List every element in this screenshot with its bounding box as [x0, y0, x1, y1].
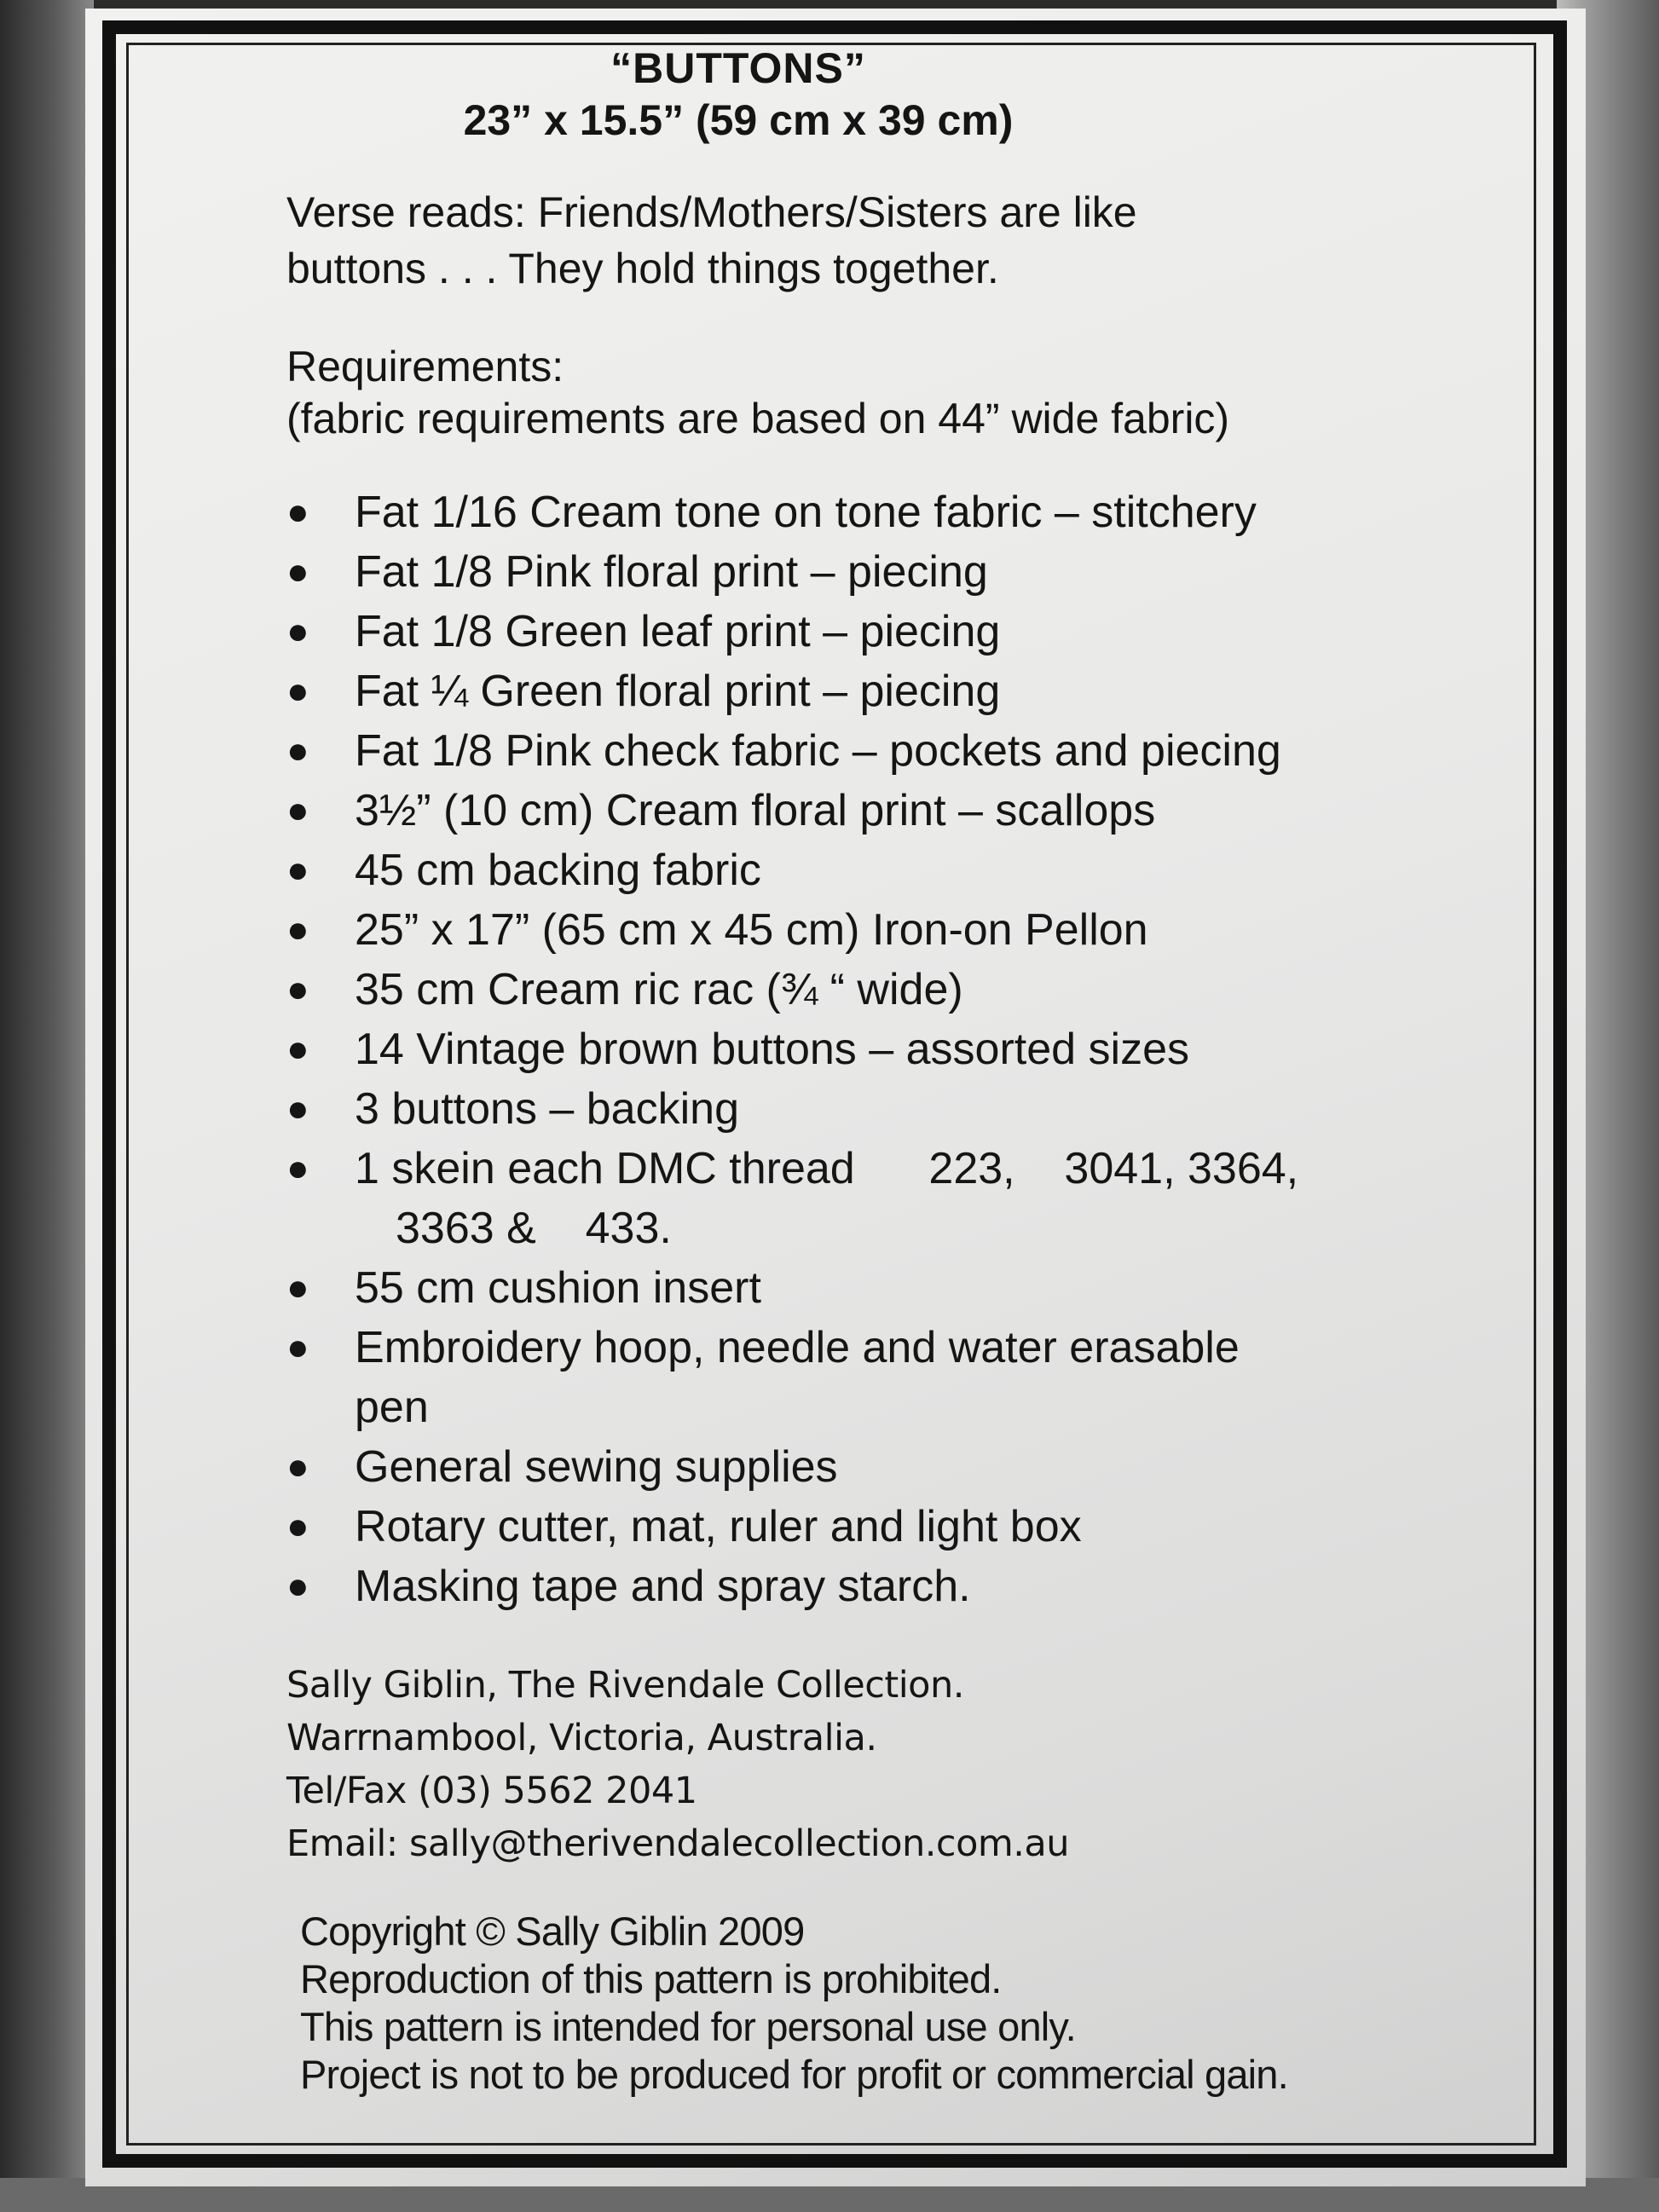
- verse-line-1: Verse reads: Friends/Mothers/Sisters are like: [286, 188, 1137, 236]
- bullet-icon: ●: [286, 909, 309, 950]
- requirement-item: [286, 1079, 1395, 1139]
- requirement-text: Fat 1/16 Cream tone on tone fabric – stitchery: [355, 488, 1257, 537]
- bullet-icon: ●: [286, 1267, 309, 1308]
- contact-phone: Tel/Fax (03) 5562 2041: [286, 1770, 697, 1812]
- requirement-item: [286, 900, 1395, 960]
- copyright-line: Copyright © Sally Giblin 2009: [300, 1909, 805, 1954]
- requirement-item: [286, 1139, 1395, 1258]
- requirements-heading: Requirements:: [286, 343, 564, 390]
- pattern-card: [85, 9, 1586, 2186]
- commercial-line: Project is not to be produced for profit or commercial gain.: [300, 2052, 1288, 2097]
- bullet-icon: ●: [286, 968, 309, 1010]
- requirement-text: 3 buttons – backing: [355, 1084, 739, 1134]
- requirements-list: [286, 482, 1395, 1616]
- photo-background-left: [0, 0, 94, 2212]
- pattern-title: “BUTTONS”: [610, 44, 866, 92]
- requirement-text: Embroidery hoop, needle and water erasable: [355, 1323, 1240, 1372]
- requirement-item: [286, 960, 1395, 1019]
- requirement-text: Fat 1/8 Green leaf print – piecing: [355, 607, 1001, 656]
- requirement-item: [286, 482, 1395, 542]
- bullet-icon: ●: [286, 1446, 309, 1487]
- bullet-icon: ●: [286, 551, 309, 592]
- contact-info: [286, 1659, 1480, 1870]
- requirement-text: 25” x 17” (65 cm x 45 cm) Iron-on Pellon: [355, 905, 1148, 955]
- bullet-icon: ●: [286, 610, 309, 652]
- bullet-icon: ●: [286, 1088, 309, 1129]
- contact-email: Email: sally@therivendalecollection.com.au: [286, 1822, 1070, 1865]
- requirement-item: [286, 1437, 1395, 1497]
- pattern-content: [286, 43, 1480, 2099]
- requirement-text: 45 cm backing fabric: [355, 846, 761, 895]
- bullet-icon: ●: [286, 789, 309, 831]
- requirement-text: 1 skein each DMC thread 223, 3041, 3364,: [355, 1144, 1299, 1193]
- bullet-icon: ●: [286, 1028, 309, 1070]
- requirement-item: [286, 840, 1395, 900]
- requirement-text: Fat ¼ Green floral print – piecing: [355, 667, 1001, 716]
- requirement-item: [286, 1019, 1395, 1079]
- requirement-item: [286, 542, 1395, 602]
- verse-line-2: buttons . . . They hold things together.: [286, 245, 999, 292]
- requirement-item: [286, 1258, 1395, 1318]
- contact-location: Warrnambool, Victoria, Australia.: [286, 1717, 877, 1759]
- requirement-item: [286, 781, 1395, 840]
- requirement-text: Rotary cutter, mat, ruler and light box: [355, 1502, 1082, 1551]
- bullet-icon: ●: [286, 670, 309, 712]
- requirement-item: [286, 602, 1395, 661]
- pattern-size: 23” x 15.5” (59 cm x 39 cm): [463, 96, 1014, 144]
- requirement-text: General sewing supplies: [355, 1442, 838, 1492]
- requirement-text: 55 cm cushion insert: [355, 1263, 761, 1313]
- requirement-text: Fat 1/8 Pink check fabric – pockets and piecing: [355, 726, 1281, 776]
- bullet-icon: ●: [286, 849, 309, 891]
- requirement-continuation: 3363 & 433.: [396, 1204, 672, 1253]
- bullet-icon: ●: [286, 491, 309, 533]
- requirement-item: [286, 1497, 1395, 1556]
- requirement-continuation: pen: [355, 1383, 429, 1432]
- requirement-item: [286, 1556, 1395, 1616]
- bullet-icon: ●: [286, 1505, 309, 1547]
- requirement-text: Masking tape and spray starch.: [355, 1562, 971, 1611]
- copyright-notice: [286, 1908, 1480, 2099]
- requirement-text: 14 Vintage brown buttons – assorted sizes: [355, 1025, 1189, 1074]
- bullet-icon: ●: [286, 1326, 309, 1368]
- requirement-item: [286, 1318, 1395, 1437]
- requirement-text: Fat 1/8 Pink floral print – piecing: [355, 547, 988, 597]
- requirements-note: (fabric requirements are based on 44” wide fabric): [286, 395, 1230, 442]
- contact-name: Sally Giblin, The Rivendale Collection.: [286, 1664, 964, 1707]
- bullet-icon: ●: [286, 1565, 309, 1607]
- bullet-icon: ●: [286, 1147, 309, 1189]
- requirement-item: [286, 661, 1395, 721]
- requirement-text: 3½” (10 cm) Cream floral print – scallops: [355, 786, 1156, 835]
- verse-text: [286, 184, 1275, 297]
- bullet-icon: ●: [286, 730, 309, 771]
- requirement-text: 35 cm Cream ric rac (¾ “ wide): [355, 965, 963, 1014]
- requirement-item: [286, 721, 1395, 781]
- personal-use-line: This pattern is intended for personal use only.: [300, 2004, 1076, 2049]
- reproduction-line: Reproduction of this pattern is prohibited.: [300, 1956, 1002, 2001]
